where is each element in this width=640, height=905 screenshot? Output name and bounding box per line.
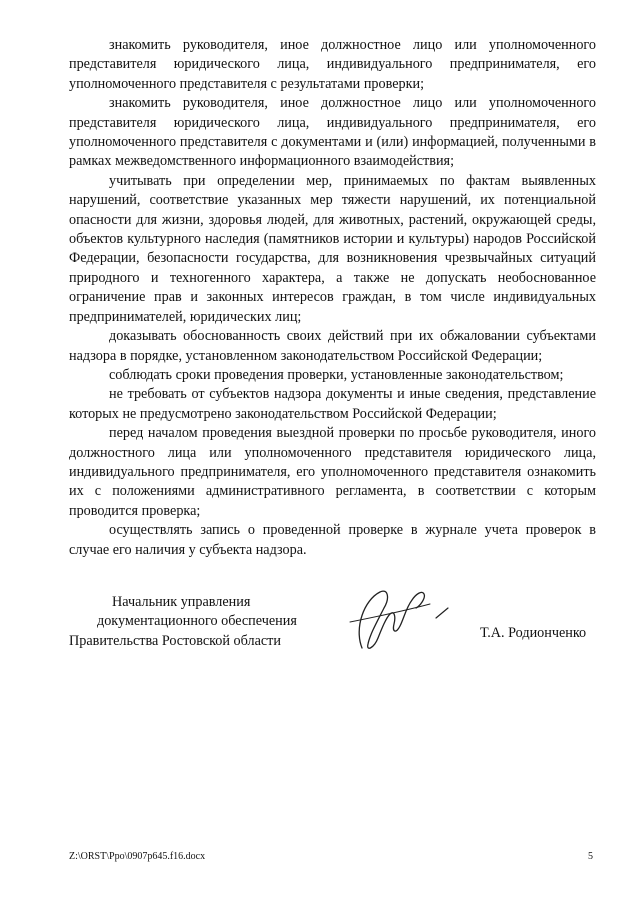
paragraph-2: знакомить руководителя, иное должностное лицо или уполномоченного представителя юридического лица, индивидуального предпринимателя, его уполномоченного представителя с документами и (или) информацией, полученными в рамках межведомственного информационного взаимодействия; [69, 95, 596, 170]
paragraph-3: учитывать при определении мер, принимаемых по фактам выявленных нарушений, соответствие указанных мер тяжести нарушений, их потенциальной опасности для жизни, здоровья людей, для животных, растений, окружающей среды, объектов культурного наследия (памятников истории и культуры) народов Российской Федерации, безопасности государства, для возникновения чрезвычайных ситуаций природного и техногенного характера, а также не допускать необоснованное ограничение прав и законных интересов граждан, в том числе индивидуальных предпринимателей, юридических лиц; [69, 172, 596, 325]
document-body [69, 36, 596, 560]
paragraph-7: перед началом проведения выездной проверки по просьбе руководителя, иного должностного лица или уполномоченного представителя юридического лица, индивидуального предпринимателя, его уполномоченного представителя ознакомить их с положениями административного регламента, в соответствии с которым проводится проверка; [69, 425, 596, 519]
signatory-title-line-2: документационного обеспечения [97, 613, 297, 630]
paragraph-8: осуществлять запись о проведенной проверке в журнале учета проверок в случае его наличия у субъекта надзора. [69, 522, 596, 558]
paragraph-1: знакомить руководителя, иное должностное лицо или уполномоченного представителя юридического лица, индивидуального предпринимателя, его уполномоченного представителя с результатами проверки; [69, 37, 596, 92]
footer-file-path: Z:\ORST\Ppo\0907p645.f16.docx [69, 851, 206, 862]
handwritten-signature [340, 578, 460, 668]
signatory-title [69, 593, 309, 651]
paragraph-5: соблюдать сроки проведения проверки, установленные законодательством; [109, 366, 564, 383]
paragraph-6: не требовать от субъектов надзора документы и иные сведения, представление которых не предусмотрено законодательством Российской Федерации; [69, 386, 596, 422]
signatory-name: Т.А. Родионченко [480, 625, 587, 641]
signatory-title-line-1: Начальник управления [112, 594, 251, 610]
page-number: 5 [588, 851, 593, 862]
signatory-title-line-3: Правительства Ростовской области [69, 632, 281, 649]
paragraph-4: доказывать обоснованность своих действий при их обжаловании субъектами надзора в порядке, установленном законодательством Российской Федерации; [69, 328, 596, 364]
